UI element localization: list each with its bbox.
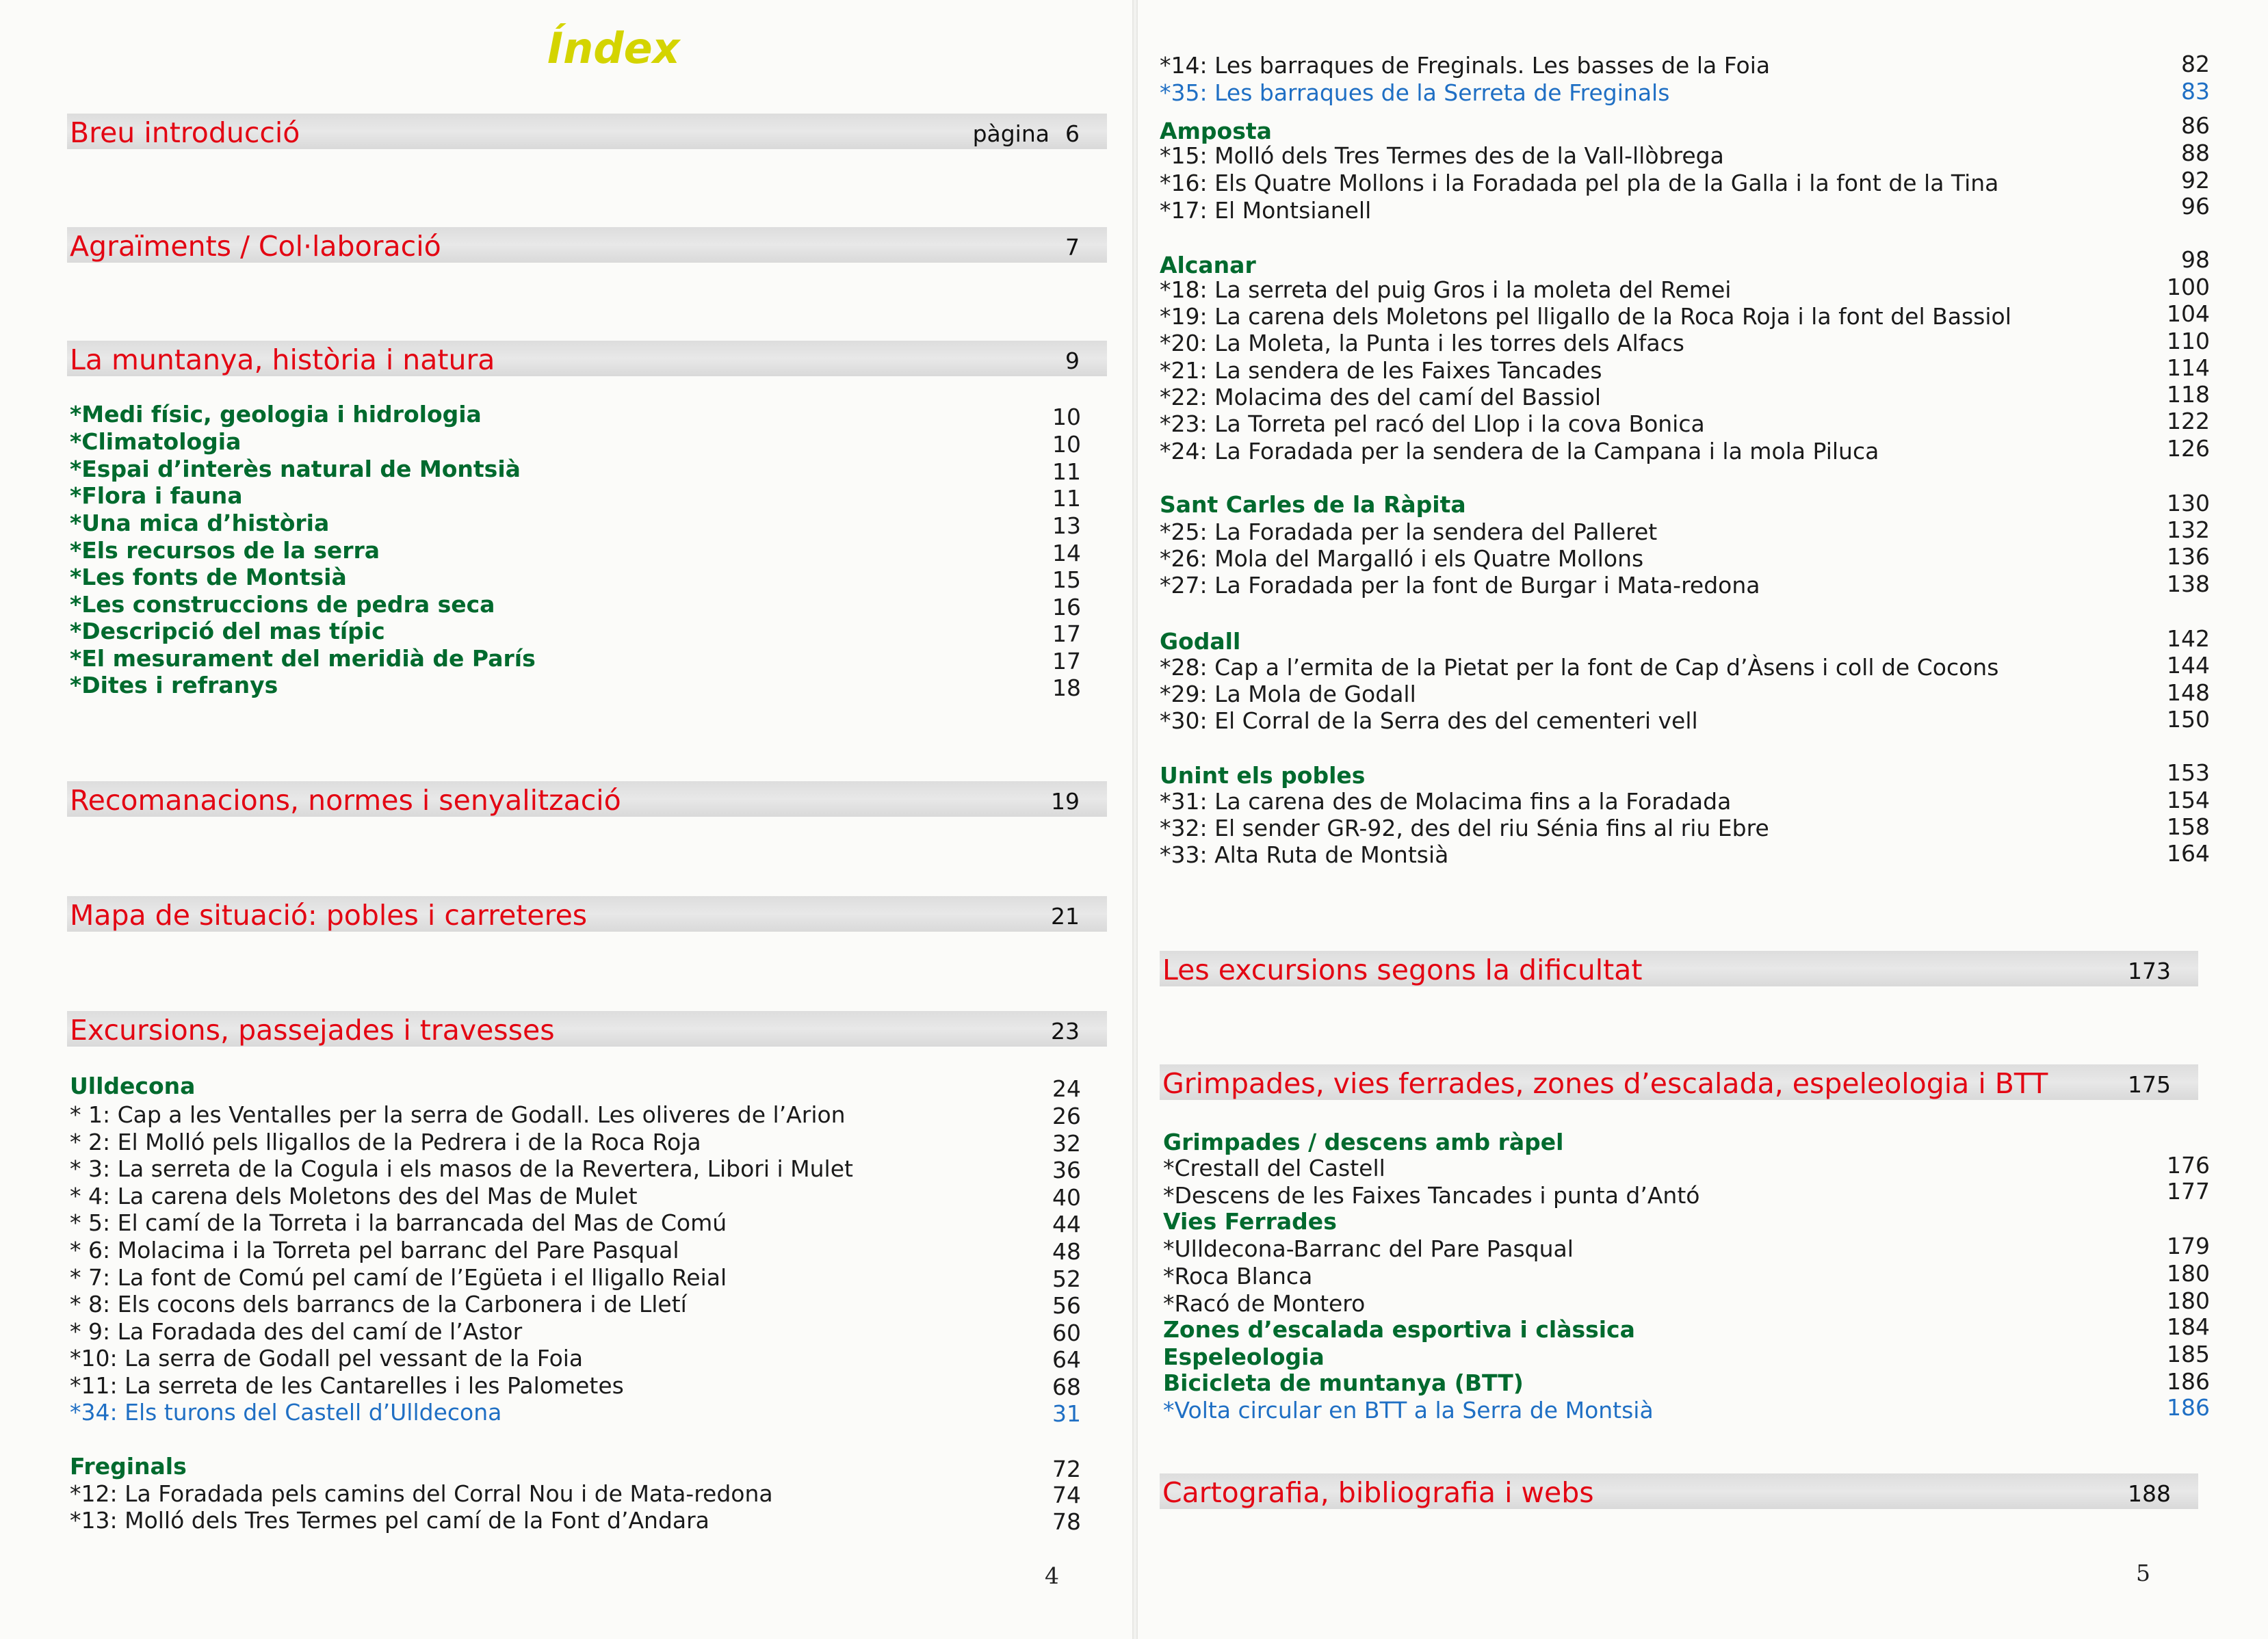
toc-entry-new[interactable]: *Volta circular en BTT a la Serra de Montsià [1163, 1397, 1654, 1424]
section-page: 9 [1065, 348, 1080, 374]
toc-page-number: 154 [2167, 787, 2210, 813]
toc-page-number: 14 [1052, 540, 1081, 566]
book-gutter [1132, 0, 1138, 1639]
toc-page-number: 136 [2167, 543, 2210, 570]
toc-page-number: 177 [2167, 1178, 2210, 1205]
toc-page-number: 40 [1052, 1184, 1081, 1211]
section-page: 21 [1051, 903, 1080, 930]
toc-page-number: 11 [1052, 458, 1081, 485]
toc-entry[interactable]: *Ulldecona-Barranc del Pare Pasqual [1163, 1235, 1574, 1262]
section-acknowledgements[interactable] [67, 227, 1107, 263]
toc-page-number: 126 [2167, 435, 2210, 462]
toc-entry[interactable]: *21: La sendera de les Faixes Tancades [1160, 357, 1602, 384]
toc-page-number: 100 [2167, 274, 2210, 300]
toc-page-number: 10 [1052, 431, 1081, 458]
toc-natura-item[interactable]: *Els recursos de la serra [70, 537, 380, 564]
section-page: 173 [2128, 958, 2171, 984]
toc-page-number: 186 [2167, 1394, 2210, 1421]
toc-page-number: 122 [2167, 408, 2210, 434]
toc-page-number: 158 [2167, 813, 2210, 840]
toc-page-number: 60 [1052, 1320, 1081, 1346]
toc-group-heading[interactable]: Vies Ferrades [1163, 1208, 1337, 1235]
toc-page-number: 13 [1052, 512, 1081, 539]
toc-page-number: 18 [1052, 674, 1081, 701]
toc-group-heading[interactable]: Espeleologia [1163, 1343, 1325, 1370]
toc-page-number: 186 [2167, 1368, 2210, 1395]
toc-entry[interactable]: * 1: Cap a les Ventalles per la serra de Godall. Les oliveres de l’Arion [70, 1101, 846, 1128]
toc-entry[interactable]: * 7: La font de Comú pel camí de l’Egüeta i el lligallo Reial [70, 1264, 727, 1291]
toc-page-number: 32 [1052, 1130, 1081, 1157]
toc-page-number: 26 [1052, 1103, 1081, 1129]
toc-natura-item[interactable]: *Climatologia [70, 428, 242, 455]
toc-page-number: 74 [1052, 1482, 1081, 1508]
toc-group-heading[interactable]: Ulldecona [70, 1073, 196, 1099]
toc-natura-item[interactable]: *Espai d’interès natural de Montsià [70, 456, 521, 482]
toc-entry[interactable]: *14: Les barraques de Freginals. Les basses de la Foia [1160, 52, 1771, 79]
toc-entry[interactable]: * 6: Molacima i la Torreta pel barranc del Pare Pasqual [70, 1237, 679, 1263]
toc-page-number: 104 [2167, 300, 2210, 327]
toc-page-number: 148 [2167, 679, 2210, 706]
toc-page-number: 52 [1052, 1266, 1081, 1292]
toc-page-number: 11 [1052, 485, 1081, 512]
section-page: 19 [1051, 788, 1080, 815]
index-title: Índex [547, 23, 680, 73]
toc-entry[interactable]: *22: Molacima des del camí del Bassiol [1160, 384, 1602, 410]
toc-entry[interactable]: *15: Molló dels Tres Termes des de la Vall-llòbrega [1160, 142, 1724, 169]
toc-entry[interactable]: *24: La Foradada per la sendera de la Campana i la mola Piluca [1160, 438, 1879, 464]
page-word: pàgina [972, 120, 1050, 147]
toc-group-heading[interactable]: Unint els pobles [1160, 762, 1366, 789]
toc-entry[interactable]: * 5: El camí de la Torreta i la barrancada del Mas de Comú [70, 1209, 727, 1236]
toc-natura-item[interactable]: *Les construccions de pedra seca [70, 591, 495, 618]
toc-group-heading[interactable]: Sant Carles de la Ràpita [1160, 491, 1466, 518]
toc-page-number: 185 [2167, 1341, 2210, 1367]
toc-entry[interactable]: * 3: La serreta de la Cogula i els masos de la Revertera, Libori i Mulet [70, 1155, 853, 1182]
section-label: Recomanacions, normes i senyalització [70, 784, 621, 817]
section-page: 188 [2128, 1480, 2171, 1507]
section-intro[interactable] [67, 114, 1107, 149]
section-map[interactable] [67, 896, 1107, 932]
toc-page-number: 83 [2181, 78, 2210, 105]
toc-entry[interactable]: * 4: La carena dels Moletons des del Mas de Mulet [70, 1183, 638, 1209]
toc-page-number: 72 [1052, 1456, 1081, 1482]
section-page: 175 [2128, 1071, 2171, 1098]
toc-page-number: 150 [2167, 706, 2210, 733]
toc-natura-item[interactable]: *Descripció del mas típic [70, 618, 385, 644]
toc-page-number: 82 [2181, 51, 2210, 77]
toc-page-number: 184 [2167, 1313, 2210, 1340]
toc-entry[interactable]: *Roca Blanca [1163, 1263, 1313, 1289]
toc-entry[interactable]: * 2: El Molló pels lligallos de la Pedrera i de la Roca Roja [70, 1129, 701, 1155]
toc-group-heading[interactable]: Freginals [70, 1453, 187, 1480]
section-label: Excursions, passejades i travesses [70, 1014, 555, 1047]
toc-group-heading[interactable]: Alcanar [1160, 252, 1256, 278]
toc-page-number: 78 [1052, 1508, 1081, 1535]
toc-entry[interactable]: *32: El sender GR-92, des del riu Sénia fins al riu Ebre [1160, 815, 1769, 841]
section-label: Mapa de situació: pobles i carreteres [70, 899, 588, 932]
toc-entry-new[interactable]: *34: Els turons del Castell d’Ulldecona [70, 1399, 502, 1426]
toc-entry[interactable]: *Racó de Montero [1163, 1290, 1366, 1317]
toc-entry[interactable]: *20: La Moleta, la Punta i les torres dels Alfacs [1160, 330, 1684, 356]
toc-page-number: 130 [2167, 490, 2210, 516]
toc-entry[interactable]: * 8: Els cocons dels barrancs de la Carbonera i de Lletí [70, 1291, 687, 1317]
section-label: La muntanya, història i natura [70, 343, 495, 376]
toc-entry-new[interactable]: *35: Les barraques de la Serreta de Freginals [1160, 79, 1670, 106]
toc-page-number: 110 [2167, 328, 2210, 354]
section-label: Agraïments / Col·laboració [70, 230, 441, 263]
toc-page-number: 48 [1052, 1238, 1081, 1265]
toc-entry[interactable]: *30: El Corral de la Serra des del cementeri vell [1160, 707, 1698, 734]
toc-page-number: 180 [2167, 1260, 2210, 1287]
toc-page-number: 142 [2167, 625, 2210, 652]
section-page: 23 [1051, 1018, 1080, 1045]
section-label: Breu introducció [70, 116, 300, 149]
toc-page-number: 138 [2167, 571, 2210, 597]
toc-natura-item[interactable]: *Les fonts de Montsià [70, 564, 347, 590]
section-page: 7 [1065, 234, 1080, 261]
toc-page-number: 153 [2167, 759, 2210, 786]
page-number-left: 4 [1045, 1562, 1059, 1589]
toc-natura-item[interactable]: *Dites i refranys [70, 672, 278, 698]
toc-entry[interactable]: *25: La Foradada per la sendera del Palleret [1160, 519, 1658, 545]
section-recommendations[interactable] [67, 781, 1107, 817]
toc-entry[interactable]: *19: La carena dels Moletons pel lligallo de la Roca Roja i la font del Bassiol [1160, 303, 2011, 330]
section-label: Grimpades, vies ferrades, zones d’escalada, espeleologia i BTT [1162, 1067, 2048, 1100]
toc-page-number: 118 [2167, 381, 2210, 408]
toc-page-number: 114 [2167, 354, 2210, 381]
section-cartography[interactable] [1160, 1473, 2198, 1509]
toc-entry[interactable]: *Crestall del Castell [1163, 1155, 1385, 1181]
toc-page-number: 24 [1052, 1075, 1081, 1102]
toc-natura-item[interactable]: *El mesurament del meridià de París [70, 645, 536, 672]
toc-group-heading[interactable]: Grimpades / descens amb ràpel [1163, 1129, 1564, 1155]
section-excursions[interactable] [67, 1011, 1107, 1047]
toc-page-number: 96 [2181, 193, 2210, 220]
section-label: Les excursions segons la dificultat [1162, 954, 1643, 986]
toc-entry[interactable]: *11: La serreta de les Cantarelles i les Palometes [70, 1372, 624, 1399]
toc-page-number: 176 [2167, 1152, 2210, 1179]
toc-entry[interactable]: *17: El Montsianell [1160, 197, 1372, 224]
toc-page-number: 17 [1052, 648, 1081, 674]
toc-page-number: 179 [2167, 1233, 2210, 1259]
toc-page-number: 36 [1052, 1157, 1081, 1183]
toc-page-number: 64 [1052, 1346, 1081, 1373]
toc-page-number: 86 [2181, 112, 2210, 139]
toc-page-number: 31 [1052, 1400, 1081, 1427]
toc-natura-item[interactable]: *Flora i fauna [70, 482, 243, 509]
page-number-right: 5 [2136, 1560, 2150, 1586]
toc-entry[interactable]: *16: Els Quatre Mollons i la Foradada pel pla de la Galla i la font de la Tina [1160, 170, 1999, 196]
toc-entry[interactable]: *10: La serra de Godall pel vessant de la Foia [70, 1345, 584, 1372]
toc-page-number: 44 [1052, 1211, 1081, 1237]
section-mountain[interactable] [67, 341, 1107, 376]
toc-page-number: 17 [1052, 620, 1081, 647]
toc-page-number: 68 [1052, 1374, 1081, 1400]
toc-group-heading[interactable]: Amposta [1160, 118, 1272, 144]
section-difficulty[interactable] [1160, 951, 2198, 986]
toc-page-number: 88 [2181, 140, 2210, 166]
toc-page-number: 10 [1052, 404, 1081, 430]
toc-page-number: 180 [2167, 1287, 2210, 1314]
toc-entry[interactable]: *29: La Mola de Godall [1160, 681, 1416, 707]
toc-entry[interactable]: *13: Molló dels Tres Termes pel camí de la Font d’Andara [70, 1507, 709, 1534]
toc-entry[interactable]: *31: La carena des de Molacima fins a la Foradada [1160, 788, 1732, 815]
toc-group-heading[interactable]: Bicicleta de muntanya (BTT) [1163, 1369, 1524, 1396]
toc-entry[interactable]: *28: Cap a l’ermita de la Pietat per la font de Cap d’Àsens i coll de Cocons [1160, 654, 1999, 681]
toc-page-number: 16 [1052, 594, 1081, 620]
toc-entry[interactable]: *Descens de les Faixes Tancades i punta d’Antó [1163, 1182, 1700, 1209]
toc-page-number: 92 [2181, 167, 2210, 194]
toc-entry[interactable]: *12: La Foradada pels camins del Corral Nou i de Mata-redona [70, 1480, 773, 1507]
toc-natura-item[interactable]: *Una mica d’història [70, 510, 330, 536]
toc-group-heading[interactable]: Zones d’escalada esportiva i clàssica [1163, 1316, 1635, 1343]
section-label: Cartografia, bibliografia i webs [1162, 1476, 1594, 1509]
toc-page-number: 144 [2167, 652, 2210, 679]
toc-entry[interactable]: *33: Alta Ruta de Montsià [1160, 841, 1449, 868]
section-climbing[interactable] [1160, 1064, 2198, 1100]
toc-entry[interactable]: *23: La Torreta pel racó del Llop i la cova Bonica [1160, 410, 1705, 437]
toc-entry[interactable]: *27: La Foradada per la font de Burgar i Mata-redona [1160, 572, 1760, 599]
toc-page-number: 132 [2167, 516, 2210, 543]
toc-page-number: 15 [1052, 566, 1081, 593]
toc-entry[interactable]: *18: La serreta del puig Gros i la moleta del Remei [1160, 276, 1732, 303]
toc-entry[interactable]: *26: Mola del Margalló i els Quatre Mollons [1160, 545, 1644, 572]
toc-entry[interactable]: * 9: La Foradada des del camí de l’Astor [70, 1318, 523, 1345]
toc-natura-item[interactable]: *Medi físic, geologia i hidrologia [70, 401, 482, 428]
toc-page-number: 56 [1052, 1292, 1081, 1319]
toc-page-number: 164 [2167, 840, 2210, 867]
toc-page-number: 98 [2181, 246, 2210, 273]
section-page: 6 [1065, 120, 1080, 147]
toc-group-heading[interactable]: Godall [1160, 628, 1241, 655]
